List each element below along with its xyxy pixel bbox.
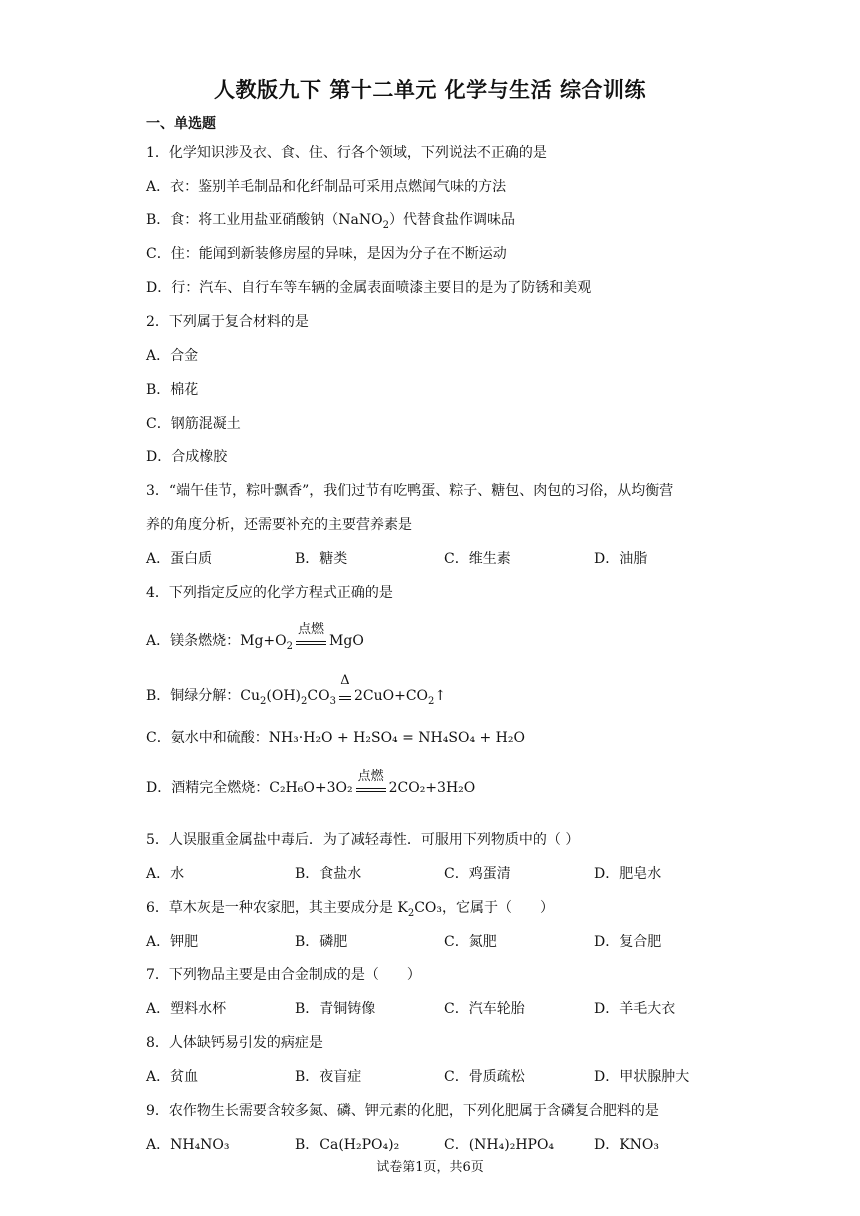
question-3-option-b: B．糖类 [295,551,348,567]
question-5-stem: 5．人误服重金属盐中毒后．为了减轻毒性．可服用下列物质中的（ ） [146,832,580,848]
question-2-option-a: A．合金 [146,348,199,364]
question-9-option-d: D．KNO₃ [594,1137,660,1153]
question-1-stem: 1．化学知识涉及衣、食、住、行各个领域，下列说法不正确的是 [146,145,547,161]
question-9-option-b: B．Ca(H₂PO₄)₂ [295,1137,400,1153]
question-2-stem: 2．下列属于复合材料的是 [146,314,309,330]
question-6-option-c: C．氮肥 [444,934,497,950]
question-4-option-d: D．酒精完全燃烧：C₂H₆O+3O₂ 点燃 2CO₂+3H₂O [146,769,476,796]
question-3-option-d: D．油脂 [594,551,648,567]
question-2-option-c: C．钢筋混凝土 [146,416,241,432]
question-8-option-c: C．骨质疏松 [444,1069,525,1085]
question-3-option-c: C．维生素 [444,551,511,567]
section-heading: 一、单选题 [146,116,216,132]
question-8-stem: 8．人体缺钙易引发的病症是 [146,1035,323,1051]
question-7-option-a: A．塑料水杯 [146,1001,227,1017]
question-3-option-a: A．蛋白质 [146,551,213,567]
question-4-option-a: A．镁条燃烧：$Mg+O_2$ 点燃 MgO [146,622,364,652]
question-8-option-a: A．贫血 [146,1069,199,1085]
question-9-option-c: C．(NH₄)₂HPO₄ [444,1137,555,1153]
question-8-option-d: D．甲状腺肿大 [594,1069,690,1085]
question-2-option-b: B．棉花 [146,382,199,398]
question-6-stem: 6．草木灰是一种农家肥，其主要成分是 $K_2CO_3$，它属于（ ） [146,900,555,919]
page-title: 人教版九下 第十二单元 化学与生活 综合训练 [214,78,646,102]
question-7-stem: 7．下列物品主要是由合金制成的是（ ） [146,967,421,983]
question-4-option-b: B．铜绿分解：$Cu_2(OH)_2CO_3$ Δ $2CuO+CO_2↑$ [146,673,447,707]
question-7-option-d: D．羊毛大衣 [594,1001,676,1017]
question-4-option-c: C．氨水中和硫酸：NH₃·H₂O + H₂SO₄ = NH₄SO₄ + H₂O [146,730,525,746]
question-1-option-d: D．行：汽车、自行车等车辆的金属表面喷漆主要目的是为了防锈和美观 [146,280,592,296]
question-7-option-c: C．汽车轮胎 [444,1001,525,1017]
question-6-option-b: B．磷肥 [295,934,348,950]
question-6-option-d: D．复合肥 [594,934,662,950]
question-9-stem: 9．农作物生长需要含较多氮、磷、钾元素的化肥，下列化肥属于含磷复合肥料的是 [146,1103,659,1119]
question-5-option-b: B．食盐水 [295,866,362,882]
question-5-option-c: C．鸡蛋清 [444,866,511,882]
question-1-option-a: A．衣：鉴别羊毛制品和化纤制品可采用点燃闻气味的方法 [146,179,507,195]
question-5-option-a: A．水 [146,866,185,882]
question-8-option-b: B．夜盲症 [295,1069,362,1085]
question-1-option-b: B．食：将工业用盐亚硝酸钠（NaNO$_2$）代替食盐作调味品 [146,212,515,231]
question-5-option-d: D．肥皂水 [594,866,662,882]
question-3-stem-line-2: 养的角度分析，还需要补充的主要营养素是 [146,517,412,533]
page-footer: 试卷第1页，共6页 [376,1160,484,1175]
question-7-option-b: B．青铜铸像 [295,1001,376,1017]
question-1-option-c: C．住：能闻到新装修房屋的异味，是因为分子在不断运动 [146,246,507,262]
question-4-stem: 4．下列指定反应的化学方程式正确的是 [146,585,393,601]
question-2-option-d: D．合成橡胶 [146,449,228,465]
question-9-option-a: A．NH₄NO₃ [146,1137,230,1153]
question-6-option-a: A．钾肥 [146,934,199,950]
question-3-stem-line-1: 3．“端午佳节，粽叶飘香”，我们过节有吃鸭蛋、粽子、糖包、肉包的习俗，从均衡营 [146,483,674,499]
